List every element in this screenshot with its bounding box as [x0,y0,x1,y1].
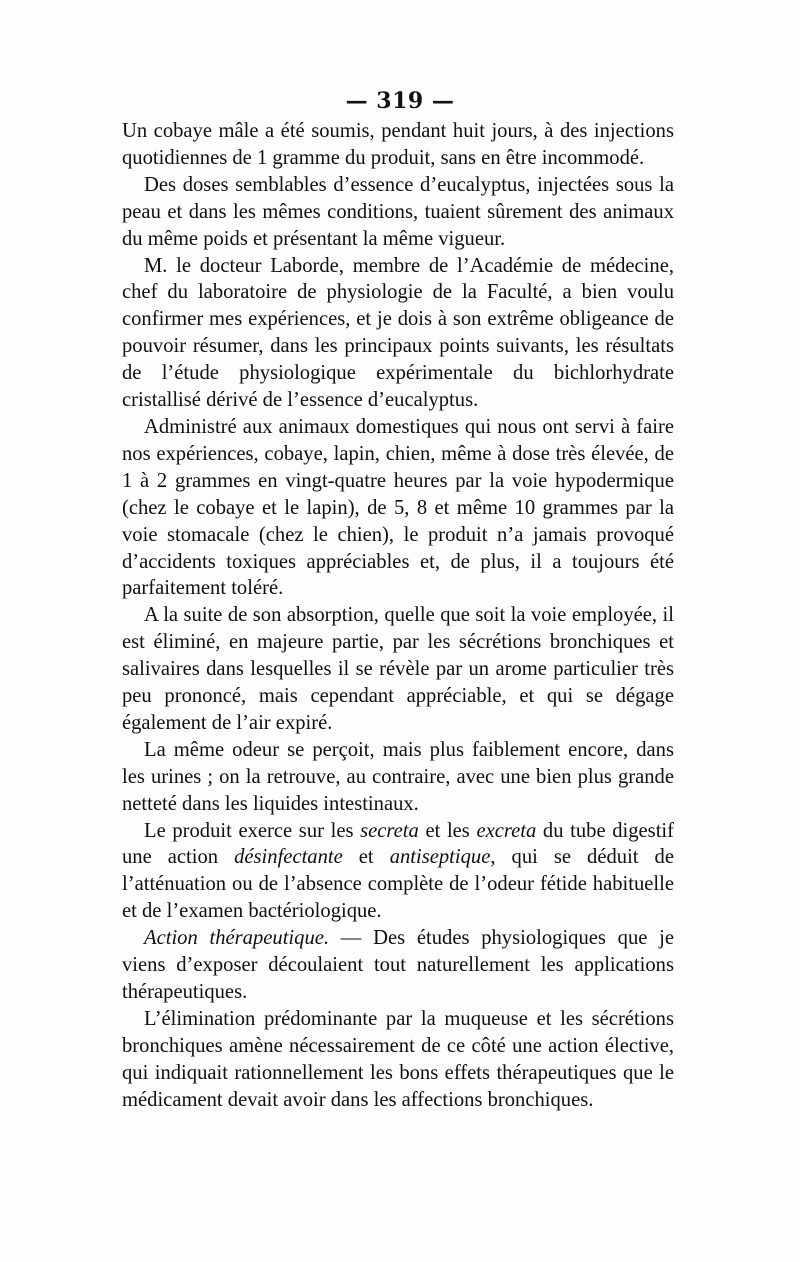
paragraph: A la suite de son absorption, quelle que soit la voie employée, il est éliminé, en majeure partie, par les sécrétions bronchiques et salivaires dans lesquelles il se révèle par un arome particulier très peu prononcé, mais cependant appréciable, et qui se dégage également de l’air expiré. [122,604,674,734]
body-text [122,118,674,1114]
paragraph: Des doses semblables d’essence d’eucalyptus, injectées sous la peau et dans les mêmes conditions, tuaient sûrement des animaux du même poids et présentant la même vigueur. [122,173,674,250]
paragraph: Un cobaye mâle a été soumis, pendant huit jours, à des injections quotidiennes de 1 gramme du produit, sans en être incommodé. [122,120,674,169]
paragraph: Administré aux animaux domestiques qui nous ont servi à faire nos expériences, cobaye, lapin, chien, même à dose très élevée, de 1 à 2 grammes en vingt-quatre heures par la voie hypodermique (chez le cobaye et le lapin), de 5, 8 et même 10 grammes par la voie stomacale (chez le chien), le produit n’a jamais provoqué d’accidents toxiques appréciables et, de plus, il a toujours été parfaitement toléré. [122,415,674,600]
text-run: du tube digestif une action [122,819,674,869]
paragraph [122,925,674,1006]
paragraph: L’élimination prédominante par la muqueuse et les sécrétions bronchiques amène nécessairement de ce côté une action élective, qui indiquait rationnellement les bons effets thérapeutiques que le médicament devait avoir dans les affections bronchiques. [122,1007,674,1111]
italic-term-secreta: secreta [360,819,419,842]
paragraph [122,818,674,926]
italic-term-desinfectante: désinfectante [234,846,343,869]
text-run: Le produit exerce sur les [144,819,361,842]
text-run: et [342,846,390,869]
text-run: et les [418,819,477,842]
section-heading-italic: Action thérapeutique. [144,927,330,950]
italic-term-antiseptique: antiseptique [389,846,491,869]
paragraph: M. le docteur Laborde, membre de l’Académie de médecine, chef du laboratoire de physiologie de la Faculté, a bien voulu confirmer mes expériences, et je dois à son extrême obligeance de pouvoir résumer, dans les principaux points suivants, les résultats de l’étude physiologique expérimentale du bichlorhydrate cristallisé dérivé de l’essence d’eucalyptus. [122,254,674,412]
text-run: — Des études physiologiques que je viens d’exposer découlaient tout naturellement les applications thérapeutiques. [122,927,674,1003]
text-run: , qui se déduit de l’atténuation ou de l’absence complète de l’odeur fétide habituelle et de l’examen bactériologique. [122,846,674,923]
page-number: — 319 — [345,88,455,114]
italic-term-excreta: excreta [476,819,537,842]
paragraph: La même odeur se perçoit, mais plus faiblement encore, dans les urines ; on la retrouve, au contraire, avec une bien plus grande netteté dans les liquides intestinaux. [122,738,674,815]
